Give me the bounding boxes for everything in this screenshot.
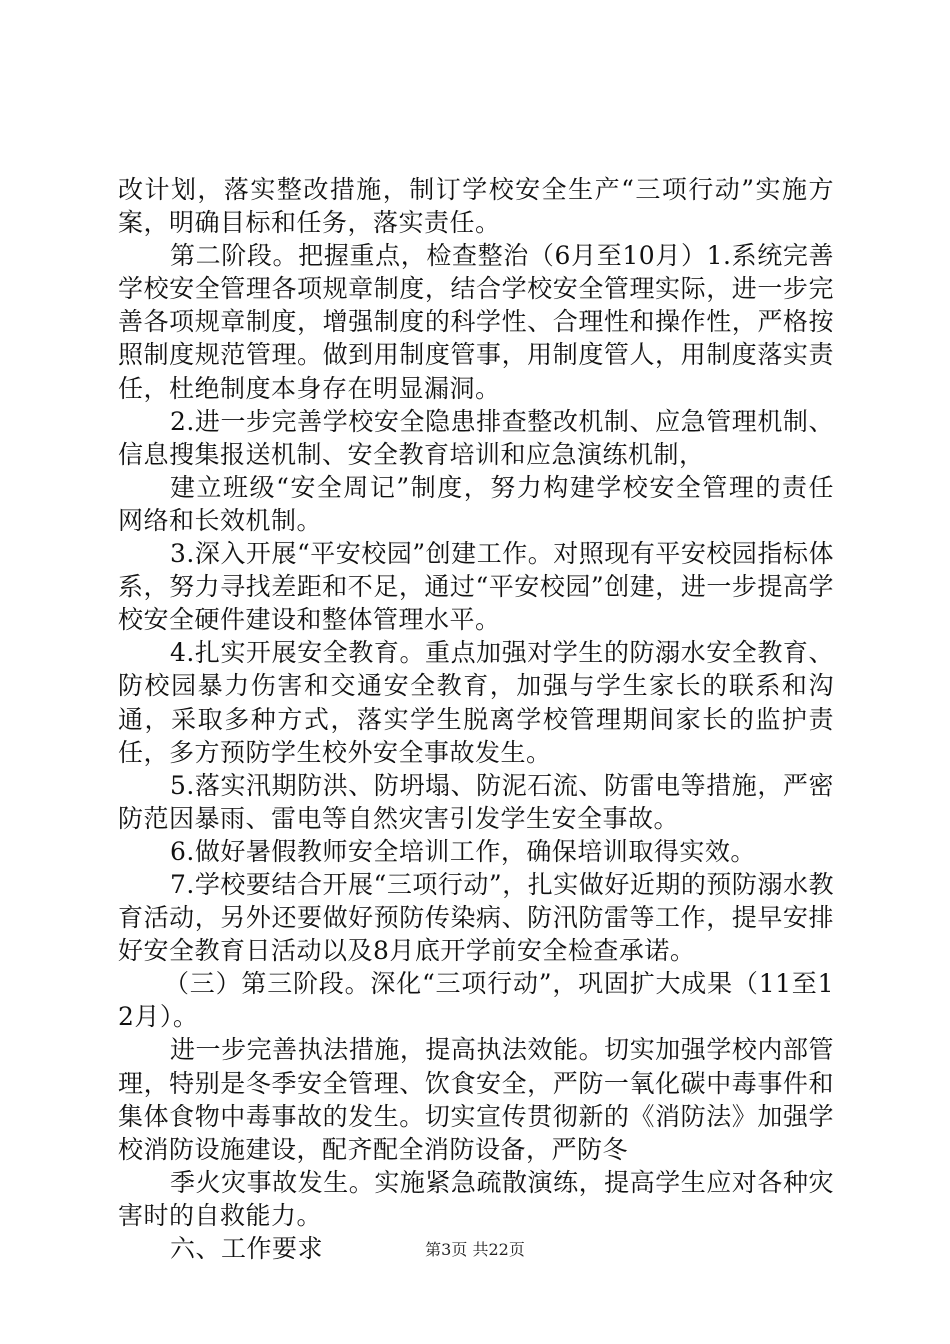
page-number: 第3页 [425, 1240, 468, 1259]
paragraph-item-3: 3.深入开展“平安校园”创建工作。对照现有平安校园指标体系，努力寻找差距和不足，通过“平安校园”创建，进一步提高学校安全硬件建设和整体管理水平。 [118, 539, 834, 635]
section-heading-work-requirements: 六、工作要求 [170, 1234, 324, 1263]
paragraph-fire-drill: 季火灾事故发生。实施紧急疏散演练，提高学生应对各种灾害时的自救能力。 [118, 1167, 834, 1230]
paragraph-item-6: 6.做好暑假教师安全培训工作，确保培训取得实效。 [170, 836, 756, 866]
page-total: 共22页 [472, 1240, 525, 1259]
paragraph-safety-weekly: 建立班级“安全周记”制度，努力构建学校安全管理的责任网络和长效机制。 [118, 472, 834, 535]
document-body [118, 173, 834, 1265]
paragraph-item-7: 7.学校要结合开展“三项行动”，扎实做好近期的预防溺水教育活动，另外还要做好预防传染病、防汛防雷等工作，提早安排好安全教育日活动以及8月底开学前安全检查承诺。 [118, 869, 834, 966]
paragraph-phase-two: 第二阶段。把握重点，检查整治（6月至10月）1.系统完善学校安全管理各项规章制度，结合学校安全管理实际，进一步完善各项规章制度，增强制度的科学性、合理性和操作性，严格按照制度规范管理。做到用制度管事，用制度管人，用制度落实责任，杜绝制度本身存在明显漏洞。 [118, 241, 834, 403]
paragraph-item-2: 2.进一步完善学校安全隐患排查整改机制、应急管理机制、信息搜集报送机制、安全教育培训和应急演练机制， [118, 406, 834, 469]
paragraph-item-5: 5.落实汛期防洪、防坍塌、防泥石流、防雷电等措施，严密防范因暴雨、雷电等自然灾害引发学生安全事故。 [118, 770, 834, 833]
paragraph-rectification-plan: 改计划，落实整改措施，制订学校安全生产“三项行动”实施方案，明确目标和任务，落实责任。 [118, 175, 834, 238]
paragraph-law-enforcement: 进一步完善执法措施，提高执法效能。切实加强学校内部管理，特别是冬季安全管理、饮食安全，严防一氧化碳中毒事件和集体食物中毒事故的发生。切实宣传贯彻新的《消防法》加强学校消防设施建设，配齐配全消防设备，严防冬 [118, 1035, 834, 1164]
page-footer [0, 1240, 950, 1260]
paragraph-item-4: 4.扎实开展安全教育。重点加强对学生的防溺水安全教育、防校园暴力伤害和交通安全教育，加强与学生家长的联系和沟通，采取多种方式，落实学生脱离学校管理期间家长的监护责任，多方预防学生校外安全事故发生。 [118, 638, 834, 767]
paragraph-phase-three: （三）第三阶段。深化“三项行动”，巩固扩大成果（11至12月）。 [118, 969, 834, 1032]
